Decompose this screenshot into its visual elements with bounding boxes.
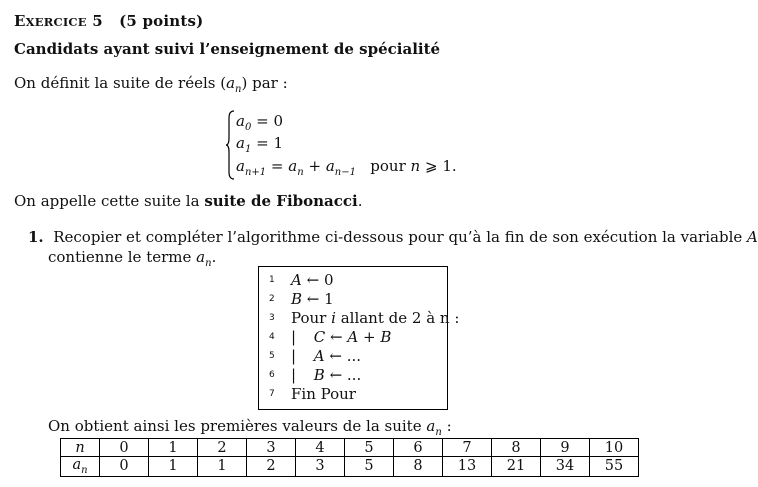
values-table	[60, 438, 639, 477]
cell-n: 0	[100, 439, 149, 457]
header-n: n	[61, 439, 100, 457]
question-1-line2-after: .	[211, 248, 217, 266]
algo-line-number: 6	[269, 370, 275, 380]
eq1-rhs: = 1	[256, 134, 283, 152]
fibo-after: .	[357, 192, 363, 210]
eq2-t2-sub: n−1	[334, 167, 356, 178]
exercise-title	[14, 12, 203, 30]
header-a-var: a	[72, 457, 82, 473]
cell-a: 1	[198, 457, 247, 477]
algo-line	[259, 366, 447, 385]
eq2-lhs-sub: n+1	[244, 167, 267, 178]
equation-a0	[236, 112, 283, 133]
cell-n: 5	[345, 439, 394, 457]
algo-line	[259, 385, 447, 404]
algo-line	[259, 271, 447, 290]
cell-a: 1	[149, 457, 198, 477]
question-number: 1.	[28, 228, 44, 246]
eq1-sub: 1	[244, 144, 252, 155]
eq2-cond-after: ⩾ 1.	[424, 157, 457, 175]
eq2-plus: +	[308, 157, 322, 175]
fibo-before: On appelle cette suite la	[14, 192, 205, 210]
table-intro-text: On obtient ainsi les premières valeurs de la suite	[48, 417, 422, 435]
eq1-lhs: a	[236, 134, 245, 152]
eq2-t2: a	[325, 157, 335, 175]
algo-line-code: Pour i allant de 2 à n :	[291, 309, 460, 327]
algo-line-number: 5	[269, 351, 275, 361]
cell-n: 8	[492, 439, 541, 457]
eq2-t1: a	[288, 157, 298, 175]
cell-a: 3	[296, 457, 345, 477]
cell-n: 3	[247, 439, 296, 457]
cell-a: 5	[345, 457, 394, 477]
table-row-n	[61, 439, 639, 457]
algo-line	[259, 309, 460, 328]
question-1-line2-var: a	[196, 248, 206, 266]
cell-n: 9	[541, 439, 590, 457]
eq0-sub: 0	[244, 122, 252, 133]
cell-n: 1	[149, 439, 198, 457]
algo-line-number: 7	[269, 389, 275, 399]
table-intro	[48, 417, 452, 438]
table-intro-after: :	[446, 417, 452, 435]
exercise-points: (5 points)	[119, 12, 204, 30]
header-a-sub: n	[81, 464, 88, 476]
table-intro-var: a	[426, 417, 436, 435]
cell-a: 2	[247, 457, 296, 477]
algo-line-code: Fin Pour	[291, 385, 356, 403]
algo-line-code: | C ← A + B	[291, 328, 392, 346]
algo-line-number: 3	[269, 313, 275, 323]
title-letter: E	[14, 12, 26, 30]
intro-after: ) par :	[241, 74, 288, 92]
eq2-cond-var: n	[410, 157, 421, 175]
cell-a: 34	[541, 457, 590, 477]
table-intro-sub: n	[435, 427, 442, 438]
intro-sentence	[14, 74, 288, 95]
cell-a: 55	[590, 457, 639, 477]
cell-n: 6	[394, 439, 443, 457]
question-1-line-2	[48, 248, 216, 269]
algo-line-number: 1	[269, 275, 275, 285]
algo-line-code: | A ← ...	[291, 347, 362, 365]
eq0-lhs: a	[236, 112, 245, 130]
header-a	[61, 457, 100, 477]
algo-line-code: B ← 1	[291, 290, 334, 308]
intro-before: On définit la suite de réels (	[14, 74, 227, 92]
cell-n: 7	[443, 439, 492, 457]
eq2-t1-sub: n	[297, 167, 304, 178]
eq2-cond-before: pour	[370, 157, 406, 175]
intro-var: a	[226, 74, 236, 92]
algo-line	[259, 290, 447, 309]
cell-n: 4	[296, 439, 345, 457]
algo-line-code: | B ← ...	[291, 366, 362, 384]
algo-line	[259, 328, 447, 347]
cell-a: 0	[100, 457, 149, 477]
eq0-rhs: = 0	[256, 112, 283, 130]
left-brace-icon	[226, 110, 236, 180]
algo-line-code: A ← 0	[291, 271, 334, 289]
fibonacci-sentence	[14, 192, 363, 210]
table-row-a	[61, 457, 639, 477]
algorithm-box	[258, 266, 460, 410]
question-1-line-1	[28, 228, 758, 246]
question-1-text: Recopier et compléter l’algorithme ci-dessous pour qu’à la fin de son exécution la variable	[53, 228, 743, 246]
algo-line-number: 2	[269, 294, 275, 304]
cell-a: 13	[443, 457, 492, 477]
eq2-lhs: a	[236, 157, 245, 175]
title-rest: XERCICE	[25, 15, 87, 29]
recurrence-system	[226, 110, 466, 180]
eq2-equals: =	[270, 157, 284, 175]
intro-sub: n	[235, 84, 242, 95]
exercise-number: 5	[92, 12, 103, 30]
algo-line	[259, 347, 447, 366]
cell-a: 8	[394, 457, 443, 477]
algo-line-number: 4	[269, 332, 275, 342]
equation-recurrence	[236, 157, 457, 178]
equation-a1	[236, 134, 283, 155]
cell-n: 2	[198, 439, 247, 457]
question-1-var: A	[747, 228, 758, 246]
exercise-subtitle: Candidats ayant suivi l’enseignement de spécialité	[14, 40, 441, 58]
question-1-line2-before: contienne le terme	[48, 248, 192, 266]
fibo-bold: suite de Fibonacci	[204, 192, 358, 210]
cell-n: 10	[590, 439, 639, 457]
question-1-line2-sub: n	[205, 258, 212, 269]
cell-a: 21	[492, 457, 541, 477]
